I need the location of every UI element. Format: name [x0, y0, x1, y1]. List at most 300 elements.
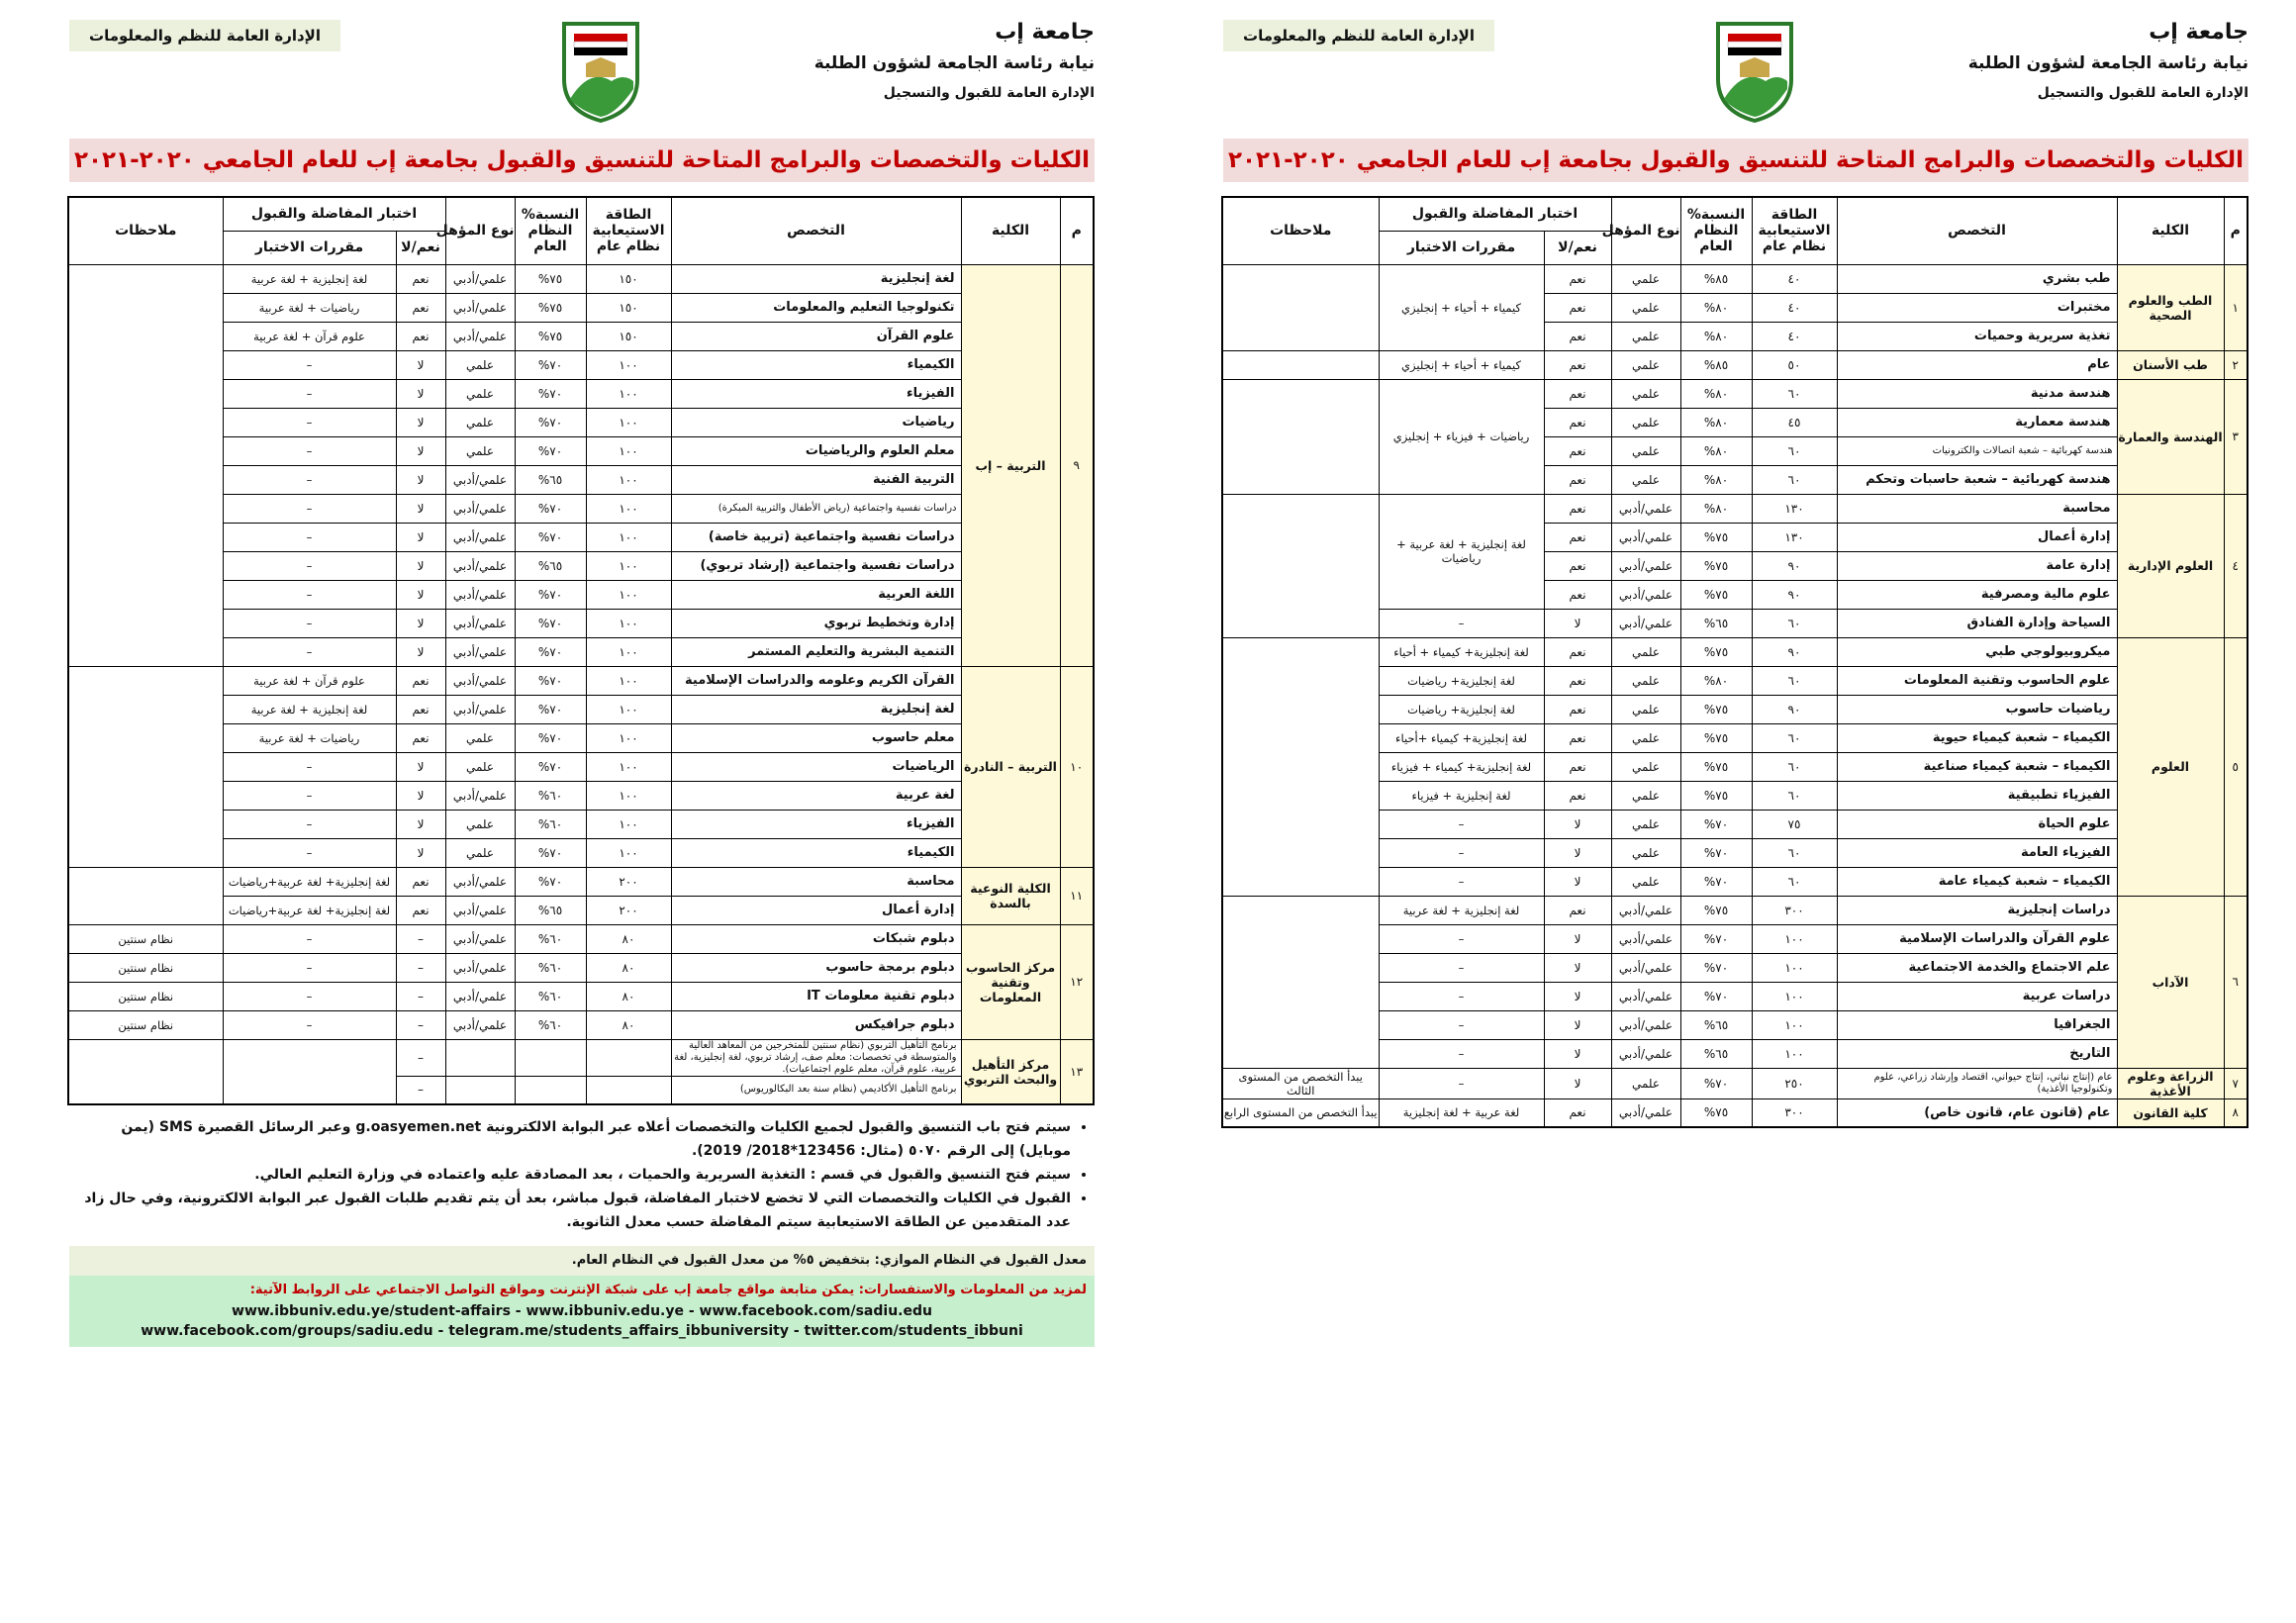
table-row [68, 867, 1094, 896]
table-row [68, 637, 1094, 666]
capacity-cell: ١٠٠ [586, 609, 671, 637]
ratio-cell: ٨٠% [1680, 436, 1752, 465]
group-number: ٤ [2224, 494, 2248, 637]
specialization-cell: دراسات نفسية واجتماعية (رياض الأطفال والتربية المبكرة) [671, 494, 961, 523]
col-specialization: التخصص [671, 197, 961, 264]
ratio-cell: ٧٠% [515, 695, 586, 723]
ratio-cell: ٧٥% [1680, 523, 1752, 551]
ratio-cell: ٦٠% [515, 781, 586, 810]
qualification-cell: علمي/أدبي [1611, 1010, 1680, 1039]
test-required-cell: لا [1544, 1068, 1611, 1098]
page-left [69, 14, 1095, 1609]
ratio-cell: ٦٥% [515, 896, 586, 924]
specialization-cell: رياضيات حاسوب [1837, 695, 2117, 723]
capacity-cell: ٥٠ [1752, 350, 1837, 379]
ratio-cell: ٨٠% [1680, 494, 1752, 523]
specialization-cell: التربية الفنية [671, 465, 961, 494]
specialization-cell: علم الاجتماع والخدمة الاجتماعية [1837, 953, 2117, 982]
col-college: الكلية [961, 197, 1060, 264]
capacity-cell: ٤٠ [1752, 264, 1837, 293]
capacity-cell: ١٣٠ [1752, 494, 1837, 523]
specialization-cell: دبلوم تقنية معلومات IT [671, 982, 961, 1010]
qualification-cell: علمي [445, 810, 515, 838]
specialization-cell: برنامج التأهيل الأكاديمي (نظام سنة بعد البكالوريوس) [671, 1076, 961, 1104]
ratio-cell: ٦٠% [515, 1010, 586, 1039]
remarks-cell [1222, 379, 1379, 494]
ratio-cell: ٧٥% [1680, 637, 1752, 666]
ratio-cell: ٧٠% [515, 609, 586, 637]
capacity-cell: ٣٠٠ [1752, 896, 1837, 924]
page-header [69, 14, 1095, 131]
test-subjects-cell: – [223, 465, 396, 494]
capacity-cell: ٨٠ [586, 953, 671, 982]
ratio-cell: ٨٠% [1680, 322, 1752, 350]
specialization-cell: عام (إنتاج نباتي، إنتاج حيواني، اقتصاد وإرشاد زراعي، علوم وتكنولوجيا الأغذية) [1837, 1068, 2117, 1098]
test-required-cell: نعم [1544, 781, 1611, 810]
test-required-cell: لا [1544, 810, 1611, 838]
capacity-cell: ٩٠ [1752, 551, 1837, 580]
ratio-cell: ٨٠% [1680, 465, 1752, 494]
ratio-cell: ٧٠% [515, 494, 586, 523]
col-specialization: التخصص [1837, 197, 2117, 264]
test-required-cell: نعم [396, 867, 445, 896]
specialization-cell: دبلوم جرافيكس [671, 1010, 961, 1039]
test-subjects-cell: – [223, 838, 396, 867]
ratio-cell: ٧٠% [1680, 953, 1752, 982]
programs-table-right [1221, 196, 2248, 1128]
test-subjects-cell: لغة إنجليزية+ رياضيات [1379, 695, 1544, 723]
capacity-cell: ٤٠ [1752, 322, 1837, 350]
specialization-cell: دبلوم برمجة حاسوب [671, 953, 961, 982]
test-subjects-cell: – [223, 609, 396, 637]
specialization-cell: عام (قانون عام، قانون خاص) [1837, 1098, 2117, 1127]
table-body [68, 264, 1094, 1104]
test-required-cell: نعم [1544, 523, 1611, 551]
ratio-cell: ٨٠% [1680, 293, 1752, 322]
test-required-cell: لا [396, 523, 445, 551]
table-row [68, 982, 1094, 1010]
test-subjects-cell: – [1379, 1068, 1544, 1098]
specialization-cell: طب بشري [1837, 264, 2117, 293]
table-row [68, 666, 1094, 695]
test-required-cell: لا [396, 752, 445, 781]
group-number: ١٣ [1060, 1039, 1094, 1104]
ratio-cell: ٧٠% [1680, 982, 1752, 1010]
remarks-cell: يبدأ التخصص من المستوى الثالث [1222, 1068, 1379, 1098]
remarks-cell [1222, 264, 1379, 350]
qualification-cell: علمي/أدبي [445, 867, 515, 896]
specialization-cell: عام [1837, 350, 2117, 379]
test-required-cell: نعم [396, 293, 445, 322]
test-required-cell: نعم [396, 695, 445, 723]
capacity-cell: ١٠٠ [586, 379, 671, 408]
group-number: ٨ [2224, 1098, 2248, 1127]
table-row [68, 293, 1094, 322]
test-required-cell: نعم [1544, 494, 1611, 523]
qualification-cell: علمي [1611, 637, 1680, 666]
specialization-cell: الكيمياء – شعبة كيمياء حيوية [1837, 723, 2117, 752]
qualification-cell: علمي/أدبي [445, 924, 515, 953]
ratio-cell: ٧٥% [1680, 695, 1752, 723]
capacity-cell: ٤٠ [1752, 293, 1837, 322]
test-subjects-cell: – [223, 953, 396, 982]
college-name: العلوم الإدارية [2117, 494, 2224, 637]
test-required-cell: نعم [1544, 379, 1611, 408]
col-qual-type: نوع المؤهل [445, 197, 515, 264]
ratio-cell: ٧٥% [515, 322, 586, 350]
specialization-cell: دراسات نفسية واجتماعية (إرشاد تربوي) [671, 551, 961, 580]
capacity-cell: ١٠٠ [1752, 953, 1837, 982]
admission-dept: الإدارة العامة للقبول والتسجيل [2037, 85, 2248, 101]
test-required-cell: لا [1544, 924, 1611, 953]
qualification-cell: علمي/أدبي [445, 1010, 515, 1039]
specialization-cell: دراسات إنجليزية [1837, 896, 2117, 924]
capacity-cell: ٣٠٠ [1752, 1098, 1837, 1127]
college-name: طب الأسنان [2117, 350, 2224, 379]
test-subjects-cell: رياضيات + لغة عربية [223, 293, 396, 322]
specialization-cell: معلم حاسوب [671, 723, 961, 752]
ratio-cell: ٨٠% [1680, 379, 1752, 408]
university-name: جامعة إب [995, 20, 1095, 45]
test-required-cell: لا [1544, 1039, 1611, 1068]
test-required-cell: نعم [1544, 666, 1611, 695]
page-title: الكليات والتخصصات والبرامج المتاحة للتنسيق والقبول بجامعة إب للعام الجامعي ٢٠٢٠-٢٠٢١ [1223, 139, 2248, 182]
table-row [68, 810, 1094, 838]
col-test-group: اختبار المفاضلة والقبول [1379, 197, 1611, 231]
specialization-cell: الكيمياء [671, 350, 961, 379]
test-required-cell: – [396, 924, 445, 953]
table-row [68, 322, 1094, 350]
capacity-cell: ١٠٠ [586, 810, 671, 838]
test-subjects-cell: – [223, 436, 396, 465]
test-required-cell: لا [396, 609, 445, 637]
specialization-cell: علوم الحاسوب وتقنية المعلومات [1837, 666, 2117, 695]
capacity-cell: ٦٠ [1752, 666, 1837, 695]
ratio-cell: ٧٠% [1680, 810, 1752, 838]
remarks-cell [68, 666, 223, 867]
test-subjects-cell: – [223, 350, 396, 379]
table-row [68, 465, 1094, 494]
qualification-cell: علمي [445, 408, 515, 436]
test-required-cell: نعم [1544, 264, 1611, 293]
college-name: مركز الحاسوب وتقنية المعلومات [961, 924, 1060, 1039]
test-required-cell: نعم [1544, 436, 1611, 465]
page-right [1223, 14, 2248, 1609]
capacity-cell: ١٠٠ [586, 637, 671, 666]
ratio-cell: ٦٠% [515, 953, 586, 982]
remarks-cell: نظام سنتين [68, 924, 223, 953]
test-subjects-cell: لغة إنجليزية+ كيمياء + فيزياء [1379, 752, 1544, 781]
ratio-cell: ٧٠% [515, 580, 586, 609]
ratio-cell: ٧٠% [515, 523, 586, 551]
capacity-cell: ٦٠ [1752, 465, 1837, 494]
notes-list [69, 1115, 1095, 1234]
systems-dept: الإدارة العامة للنظم والمعلومات [69, 20, 340, 51]
test-subjects-cell: رياضيات + فيزياء + إنجليزي [1379, 379, 1544, 494]
table-row [68, 1039, 1094, 1076]
qualification-cell: علمي/أدبي [1611, 1098, 1680, 1127]
specialization-cell: القرآن الكريم وعلومه والدراسات الإسلامية [671, 666, 961, 695]
test-required-cell: لا [396, 838, 445, 867]
specialization-cell: هندسة مدنية [1837, 379, 2117, 408]
ratio-cell: ٨٠% [1680, 666, 1752, 695]
qualification-cell: علمي [445, 723, 515, 752]
test-required-cell: – [396, 953, 445, 982]
col-test-subjects: مقررات الاختبار [223, 231, 396, 264]
table-row [68, 264, 1094, 293]
table-row [1222, 637, 2248, 666]
qualification-cell: علمي [1611, 781, 1680, 810]
capacity-cell: ٨٠ [586, 1010, 671, 1039]
specialization-cell: إدارة أعمال [671, 896, 961, 924]
table-row [1222, 494, 2248, 523]
specialization-cell: الكيمياء [671, 838, 961, 867]
specialization-cell: ميكروبيولوجي طبي [1837, 637, 2117, 666]
note-item: • سيتم فتح باب التنسيق والقبول لجميع الكليات والتخصصات أعلاه عبر البوابة الالكترونية g.oasyemen.net وعبر الرسائل القصيرة SMS (يمن موبايل) إلى الرقم ٥٠٧٠ (مثال: 123456*2018/ 2019). [69, 1115, 1071, 1163]
test-subjects-cell: – [223, 551, 396, 580]
test-subjects-cell: – [1379, 609, 1544, 637]
table-row [1222, 1068, 2248, 1098]
specialization-cell: إدارة عامة [1837, 551, 2117, 580]
test-subjects-cell: – [223, 494, 396, 523]
col-capacity: الطاقة الاستيعابية نظام عام [586, 197, 671, 264]
table-row [68, 953, 1094, 982]
qualification-cell: علمي [445, 379, 515, 408]
specialization-cell: رياضيات [671, 408, 961, 436]
ratio-cell: ٧٠% [515, 379, 586, 408]
remarks-cell: نظام سنتين [68, 953, 223, 982]
col-test-subjects: مقررات الاختبار [1379, 231, 1544, 264]
test-required-cell: لا [396, 436, 445, 465]
group-number: ٧ [2224, 1068, 2248, 1098]
capacity-cell [586, 1076, 671, 1104]
test-required-cell: نعم [1544, 723, 1611, 752]
table-row [68, 695, 1094, 723]
col-remarks: ملاحظات [68, 197, 223, 264]
qualification-cell: علمي/أدبي [445, 982, 515, 1010]
ratio-cell: ٧٠% [1680, 867, 1752, 896]
specialization-cell: الفيزياء العامة [1837, 838, 2117, 867]
test-required-cell: لا [396, 551, 445, 580]
qualification-cell: علمي/أدبي [1611, 523, 1680, 551]
specialization-cell: التنمية البشرية والتعليم المستمر [671, 637, 961, 666]
table-row [68, 752, 1094, 781]
specialization-cell: علوم مالية ومصرفية [1837, 580, 2117, 609]
specialization-cell: الرياضيات [671, 752, 961, 781]
specialization-cell: علوم القرآن والدراسات الإسلامية [1837, 924, 2117, 953]
vice-presidency: نيابة رئاسة الجامعة لشؤون الطلبة [1967, 53, 2248, 73]
qualification-cell: علمي [1611, 465, 1680, 494]
test-subjects-cell: لغة عربية + لغة إنجليزية [1379, 1098, 1544, 1127]
ratio-cell: ٧٠% [1680, 1068, 1752, 1098]
specialization-cell: محاسبة [671, 867, 961, 896]
test-subjects-cell: لغة إنجليزية + فيزياء [1379, 781, 1544, 810]
test-required-cell: نعم [1544, 752, 1611, 781]
group-number: ٥ [2224, 637, 2248, 896]
capacity-cell: ١٠٠ [1752, 924, 1837, 953]
test-required-cell: لا [1544, 1010, 1611, 1039]
specialization-cell: هندسة كهربائية – شعبة اتصالات والكترونيات [1837, 436, 2117, 465]
qualification-cell: علمي/أدبي [1611, 580, 1680, 609]
test-subjects-cell: – [223, 810, 396, 838]
capacity-cell: ٦٠ [1752, 379, 1837, 408]
qualification-cell: علمي/أدبي [445, 580, 515, 609]
test-subjects-cell: لغة إنجليزية + لغة عربية [1379, 896, 1544, 924]
qualification-cell: علمي/أدبي [1611, 1039, 1680, 1068]
specialization-cell: إدارة أعمال [1837, 523, 2117, 551]
capacity-cell: ٦٠ [1752, 436, 1837, 465]
table-row [1222, 1098, 2248, 1127]
ratio-cell: ٧٠% [515, 867, 586, 896]
group-number: ١١ [1060, 867, 1094, 924]
test-subjects-cell: – [223, 752, 396, 781]
ratio-cell: ٧٠% [515, 752, 586, 781]
capacity-cell [586, 1039, 671, 1076]
qualification-cell: علمي [1611, 666, 1680, 695]
capacity-cell: ٨٠ [586, 924, 671, 953]
ratio-cell: ٧٠% [515, 723, 586, 752]
university-logo [1714, 20, 1795, 123]
test-subjects-cell: – [1379, 838, 1544, 867]
page-title: الكليات والتخصصات والبرامج المتاحة للتنسيق والقبول بجامعة إب للعام الجامعي ٢٠٢٠-٢٠٢١ [69, 139, 1095, 182]
test-subjects-cell: – [1379, 924, 1544, 953]
capacity-cell: ١٠٠ [586, 408, 671, 436]
specialization-cell: التاريخ [1837, 1039, 2117, 1068]
college-name: كلية القانون [2117, 1098, 2224, 1127]
parallel-note: معدل القبول في النظام الموازي: بتخفيض ٥% من معدل القبول في النظام العام. [69, 1246, 1095, 1276]
capacity-cell: ١٠٠ [1752, 1039, 1837, 1068]
qualification-cell: علمي [1611, 408, 1680, 436]
qualification-cell: علمي [1611, 322, 1680, 350]
capacity-cell: ٦٠ [1752, 838, 1837, 867]
test-subjects-cell: – [223, 580, 396, 609]
specialization-cell: دراسات عربية [1837, 982, 2117, 1010]
qualification-cell: علمي [1611, 867, 1680, 896]
links-line-1[interactable]: www.ibbuniv.edu.ye/student-affairs - www.ibbuniv.edu.ye - www.facebook.com/sadiu.edu [232, 1303, 932, 1319]
specialization-cell: الفيزياء تطبيقية [1837, 781, 2117, 810]
test-required-cell: – [396, 1076, 445, 1104]
remarks-cell: نظام سنتين [68, 1010, 223, 1039]
test-subjects-cell: لغة إنجليزية+ كيمياء + أحياء [1379, 637, 1544, 666]
capacity-cell: ٦٠ [1752, 723, 1837, 752]
university-logo [560, 20, 641, 123]
test-required-cell: لا [396, 465, 445, 494]
test-required-cell: نعم [1544, 350, 1611, 379]
ratio-cell [515, 1076, 586, 1104]
table-row [1222, 350, 2248, 379]
university-name: جامعة إب [2149, 20, 2248, 45]
ratio-cell: ٧٠% [515, 838, 586, 867]
ratio-cell: ٦٥% [515, 551, 586, 580]
test-required-cell: لا [1544, 982, 1611, 1010]
qualification-cell: علمي/أدبي [445, 666, 515, 695]
specialization-cell: لغة إنجليزية [671, 695, 961, 723]
contact-box [69, 1276, 1095, 1347]
test-required-cell: نعم [1544, 551, 1611, 580]
col-yes-no: نعم/لا [1544, 231, 1611, 264]
qualification-cell: علمي/أدبي [1611, 982, 1680, 1010]
test-required-cell: نعم [396, 723, 445, 752]
specialization-cell: معلم العلوم والرياضيات [671, 436, 961, 465]
qualification-cell: علمي [445, 752, 515, 781]
col-ratio: النسبة% النظام العام [515, 197, 586, 264]
col-test-group: اختبار المفاضلة والقبول [223, 197, 445, 231]
test-required-cell: لا [1544, 838, 1611, 867]
capacity-cell: ١٠٠ [586, 551, 671, 580]
capacity-cell: ١٠٠ [586, 523, 671, 551]
ratio-cell: ٧٠% [515, 436, 586, 465]
test-required-cell: لا [396, 810, 445, 838]
qualification-cell: علمي/أدبي [1611, 494, 1680, 523]
col-qual-type: نوع المؤهل [1611, 197, 1680, 264]
qualification-cell: علمي/أدبي [445, 523, 515, 551]
test-subjects-cell: – [1379, 867, 1544, 896]
qualification-cell: علمي [1611, 695, 1680, 723]
ratio-cell: ٧٥% [1680, 752, 1752, 781]
systems-dept: الإدارة العامة للنظم والمعلومات [1223, 20, 1494, 51]
qualification-cell: علمي/أدبي [445, 264, 515, 293]
test-subjects-cell: – [1379, 1039, 1544, 1068]
table-row [68, 838, 1094, 867]
ratio-cell: ٧٠% [1680, 924, 1752, 953]
test-subjects-cell: لغة إنجليزية + لغة عربية [223, 264, 396, 293]
ratio-cell: ٦٥% [1680, 1039, 1752, 1068]
capacity-cell: ٦٠ [1752, 867, 1837, 896]
test-subjects-cell: لغة إنجليزية+ لغة عربية+رياضيات [223, 867, 396, 896]
capacity-cell: ١٠٠ [1752, 1010, 1837, 1039]
test-required-cell: نعم [1544, 637, 1611, 666]
capacity-cell: ١٠٠ [586, 666, 671, 695]
qualification-cell [445, 1039, 515, 1076]
capacity-cell: ١٠٠ [586, 580, 671, 609]
capacity-cell: ١٠٠ [586, 838, 671, 867]
test-required-cell: لا [1544, 867, 1611, 896]
specialization-cell: الفيزياء [671, 379, 961, 408]
capacity-cell: ٢٠٠ [586, 896, 671, 924]
test-subjects-cell: – [223, 982, 396, 1010]
test-subjects-cell: لغة إنجليزية + لغة عربية [223, 695, 396, 723]
remarks-cell: يبدأ التخصص من المستوى الرابع [1222, 1098, 1379, 1127]
ratio-cell: ٧٥% [1680, 896, 1752, 924]
capacity-cell: ١٠٠ [586, 723, 671, 752]
col-no: م [2224, 197, 2248, 264]
qualification-cell: علمي [1611, 379, 1680, 408]
table-row [68, 494, 1094, 523]
capacity-cell: ١٥٠ [586, 293, 671, 322]
links-line-2[interactable]: www.facebook.com/groups/sadiu.edu - telegram.me/students_affairs_ibbuniversity - twitter.com/students_ibbuni [141, 1323, 1023, 1339]
remarks-cell [1222, 494, 1379, 637]
specialization-cell: الكيمياء – شعبة كيمياء عامة [1837, 867, 2117, 896]
specialization-cell: تكنولوجيا التعليم والمعلومات [671, 293, 961, 322]
test-subjects-cell: – [1379, 1010, 1544, 1039]
qualification-cell: علمي/أدبي [445, 609, 515, 637]
programs-table-left [67, 196, 1095, 1105]
ratio-cell: ٦٥% [515, 465, 586, 494]
specialization-cell: هندسة كهربائية – شعبة حاسبات وتحكم [1837, 465, 2117, 494]
qualification-cell: علمي/أدبي [445, 781, 515, 810]
college-name: التربية – النادرة [961, 666, 1060, 867]
group-number: ٩ [1060, 264, 1094, 666]
test-subjects-cell: – [223, 924, 396, 953]
test-required-cell: نعم [1544, 408, 1611, 436]
capacity-cell: ١٥٠ [586, 322, 671, 350]
qualification-cell: علمي/أدبي [445, 465, 515, 494]
capacity-cell: ٢٠٠ [586, 867, 671, 896]
test-required-cell: لا [396, 494, 445, 523]
test-required-cell: نعم [1544, 465, 1611, 494]
test-subjects-cell [223, 1039, 396, 1104]
specialization-cell: دبلوم شبكات [671, 924, 961, 953]
